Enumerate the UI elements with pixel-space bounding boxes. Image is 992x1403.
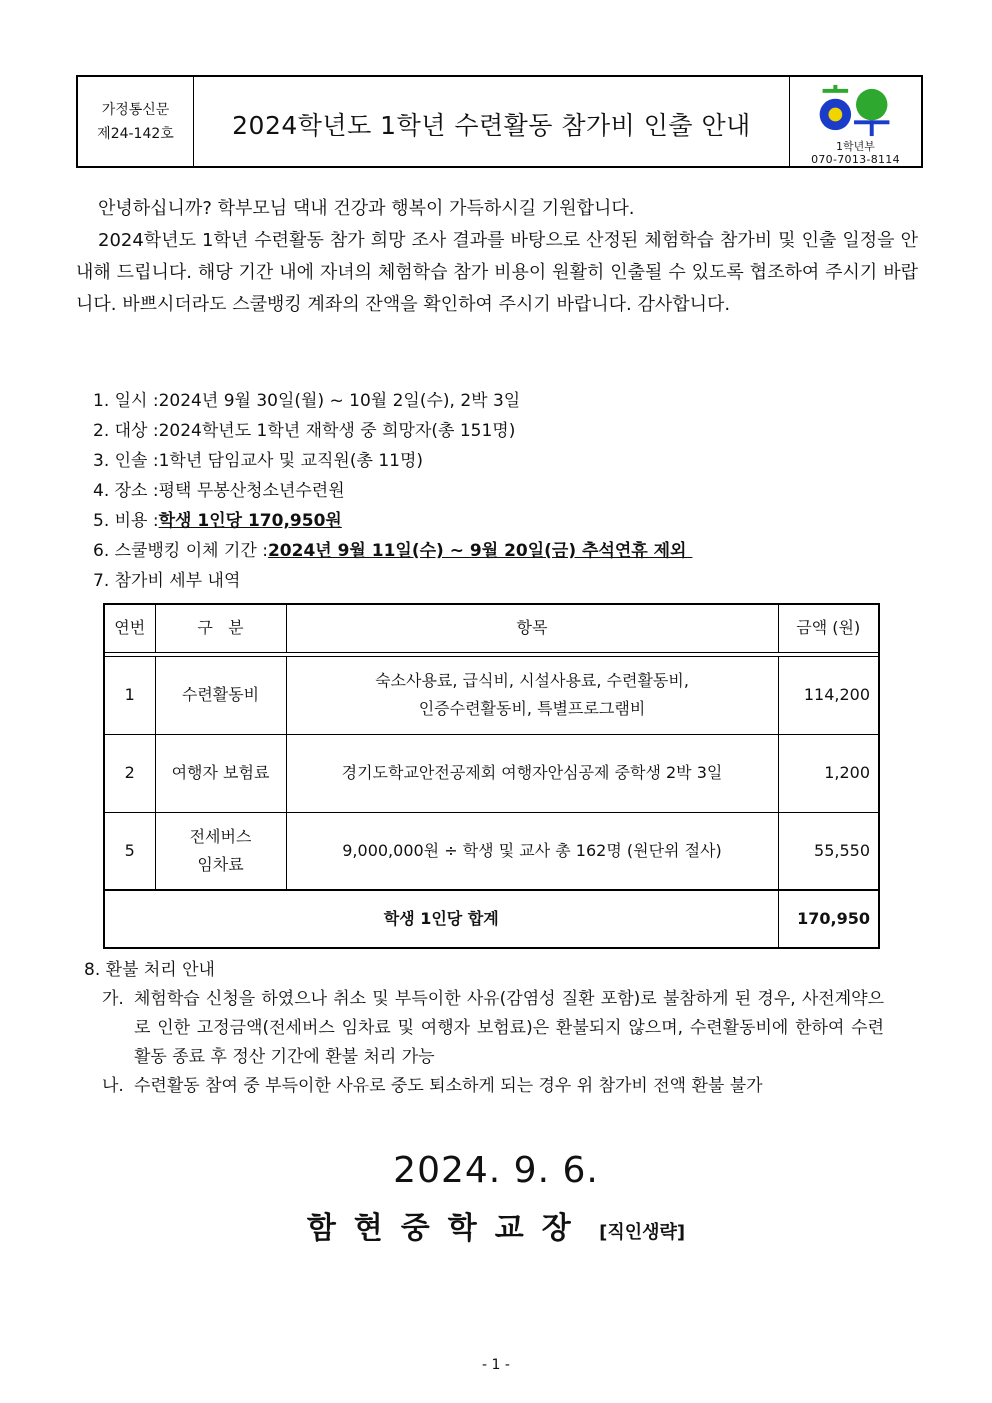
phone-number: 070-7013-8114 [811,153,900,166]
intro-text [76,193,918,321]
table-header-row [104,604,879,652]
row-no: 2 [104,734,155,812]
refund-title: 8. 환불 처리 안내 [84,960,215,980]
notice-paragraph: 2024학년도 1학년 수련활동 참가 희망 조사 결과를 바탕으로 산정된 체험학습 참가비 및 인출 일정을 안내해 드립니다. 해당 기간 내에 자녀의 체험학습 참가 비용이 원활히 인출될 수 있도록 협조하여 주시기 바랍니다. 바쁘시더라도 스쿨뱅킹 계좌의 잔액을 확인하여 주시기 바랍니다. 감사합니다. [76,230,918,315]
refund-item-b [84,1072,884,1101]
item-label: 2. 대상 : [93,421,159,441]
refund-item-a [84,985,884,1072]
item-value: 2024년 9월 30일(월) ~ 10월 2일(수), 2박 3일 [158,391,521,411]
total-label: 학생 1인당 합계 [104,890,778,948]
item-value: 평택 무봉산청소년수련원 [158,481,345,501]
list-item [93,476,913,506]
item-value: 2024학년도 1학년 재학생 중 희망자(총 151명) [158,421,516,441]
item-label: 3. 인솔 : [93,451,159,471]
item-label: 1. 일시 : [93,391,159,411]
item-label: 4. 장소 : [93,481,159,501]
refund-marker: 가. [102,989,124,1009]
row-amount: 1,200 [778,734,879,812]
row-category: 수련활동비 [155,656,286,734]
table-row [104,812,879,890]
header-item: 항목 [286,604,778,652]
row-item: 9,000,000원 ÷ 학생 및 교사 총 162명 (원단위 절사) [286,812,778,890]
issue-date: 2024. 9. 6. [393,1150,599,1191]
fee-table [103,603,880,949]
school-logo-icon [816,83,896,140]
document-header [76,75,923,168]
row-amount: 55,550 [778,812,879,890]
signature-line [0,1203,992,1247]
info-list [93,386,913,596]
row-amount: 114,200 [778,656,879,734]
issue-info [78,77,194,166]
issue-label: 가정통신문 [101,101,170,118]
list-item [93,536,913,566]
item-value-emphasis: 학생 1인당 170,950원 [158,511,342,531]
department-label: 1학년부 [836,140,875,153]
row-no: 1 [104,656,155,734]
row-category: 여행자 보험료 [155,734,286,812]
item-value: 1학년 담임교사 및 교직원(총 11명) [158,451,424,471]
document-title: 2024학년도 1학년 수련활동 참가비 인출 안내 [232,110,751,140]
list-item [93,416,913,446]
list-item [93,506,913,536]
table-row [104,734,879,812]
item-label: 5. 비용 : [93,511,159,531]
school-logo-area [789,77,921,166]
issue-number: 제24-142호 [97,125,174,142]
header-amount: 금액 (원) [778,604,879,652]
seal-note: [직인생략] [599,1222,686,1243]
item-value-emphasis: 2024년 9월 11일(수) ~ 9월 20일(금) 추석연휴 제외 [267,541,693,561]
table-total-row [104,890,879,948]
greeting-paragraph: 안녕하십니까? 학부모님 댁내 건강과 행복이 가득하시길 기원합니다. [98,198,635,219]
list-item [93,386,913,416]
list-item [93,446,913,476]
item-label: 7. 참가비 세부 내역 [93,571,241,591]
total-amount: 170,950 [778,890,879,948]
refund-section [84,956,884,1101]
row-item: 숙소사용료, 급식비, 시설사용료, 수련활동비, 인증수련활동비, 특별프로그램비 [286,656,778,734]
item-label: 6. 스쿨뱅킹 이체 기간 : [93,541,268,561]
refund-text: 수련활동 참여 중 부득이한 사유로 중도 퇴소하게 되는 경우 위 참가비 전액 환불 불가 [134,1076,763,1096]
table-row [104,656,879,734]
header-no: 연번 [104,604,155,652]
page-number: - 1 - [482,1357,510,1373]
list-item [93,566,913,596]
row-item: 경기도학교안전공제회 여행자안심공제 중학생 2박 3일 [286,734,778,812]
row-category: 전세버스 임차료 [155,812,286,890]
row-no: 5 [104,812,155,890]
refund-text: 체험학습 신청을 하였으나 취소 및 부득이한 사유(감염성 질환 포함)로 불참하게 된 경우, 사전계약으로 인한 고정금액(전세버스 임차료 및 여행자 보험료)은 환불되지 않으며, 수련활동비에 한하여 수련활동 종료 후 정산 기간에 환불 처리 가능 [134,989,884,1067]
header-category: 구 분 [155,604,286,652]
principal-name: 함현중학교장 [306,1211,589,1246]
refund-marker: 나. [102,1076,124,1096]
